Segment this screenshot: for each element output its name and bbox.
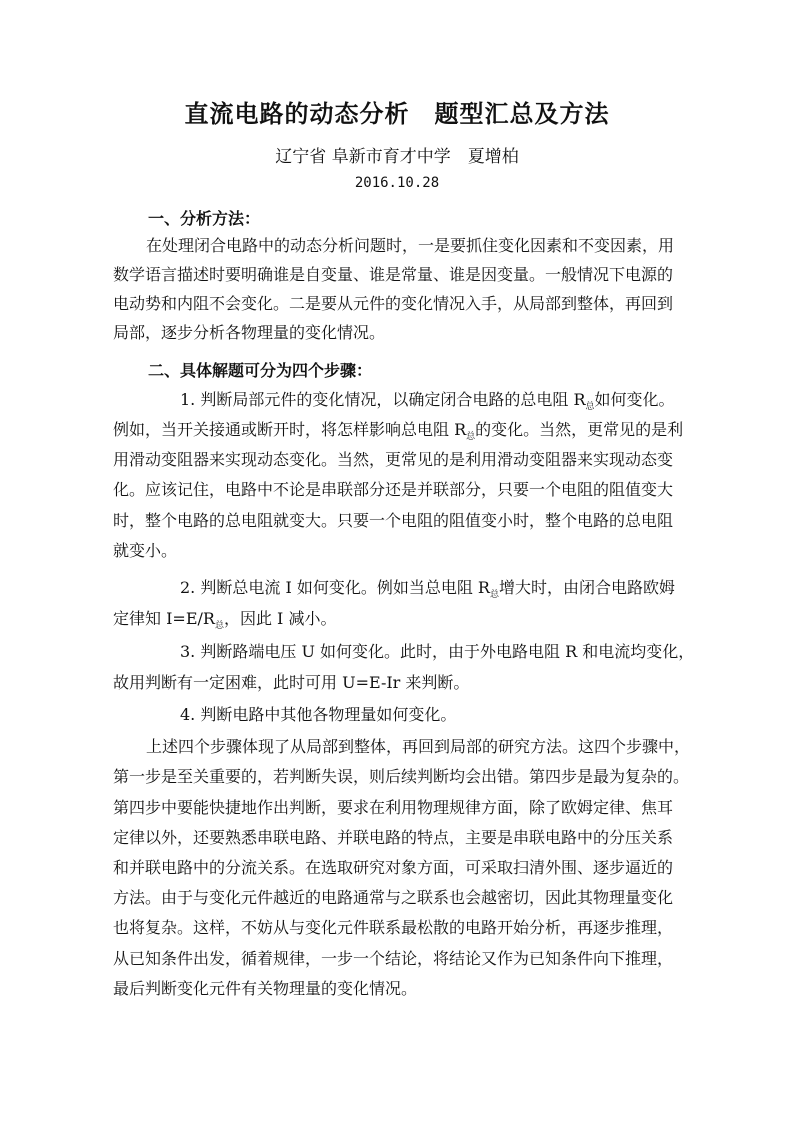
- step1-line: 用滑动变阻器来实现动态变化。当然，更常见的是利用滑动变阻器来实现动态变: [113, 450, 674, 469]
- step1-text: 的变化。当然，更常见的是利: [475, 420, 684, 439]
- step1-text: 如何变化。: [594, 390, 675, 409]
- paragraph-line: 在处理闭合电路中的动态分析问题时，一是要抓住变化因素和不变因素，用: [146, 236, 675, 255]
- step1-line: [113, 420, 683, 443]
- document-author: 辽宁省 阜新市育才中学 夏增柏: [275, 147, 519, 167]
- summary-line: 上述四个步骤体现了从局部到整体，再回到局部的研究方法。这四个步骤中，: [146, 737, 691, 756]
- step1-text: 例如，当开关接通或断开时，将怎样影响总电阻 R: [113, 420, 467, 439]
- summary-line: 第四步中要能快捷地作出判断，要求在利用物理规律方面，除了欧姆定律、焦耳: [113, 798, 674, 817]
- subscript-zong: 总: [585, 402, 595, 412]
- paragraph-line: 电动势和内阻不会变化。二是要从元件的变化情况入手，从局部到整体，再回到: [113, 294, 674, 313]
- summary-line: 和并联电路中的分流关系。在选取研究对象方面，可采取扫清外围、逐步逼近的: [113, 858, 674, 877]
- paragraph-line: 局部，逐步分析各物理量的变化情况。: [113, 323, 386, 342]
- paragraph-line: 数学语言描述时要明确谁是自变量、谁是常量、谁是因变量。一般情况下电源的: [113, 265, 674, 284]
- subscript-zong: 总: [214, 621, 224, 631]
- step1-line: 化。应该记住，电路中不论是串联部分还是并联部分，只要一个电阻的阻值变大: [113, 480, 674, 499]
- step2-text: 定律知 I=E/R: [113, 609, 215, 628]
- step2-text: 2. 判断总电流 I 如何变化。例如当总电阻 R: [180, 578, 490, 597]
- section2-heading: 二、具体解题可分为四个步骤：: [148, 361, 373, 380]
- step3-line: 故用判断有一定困难，此时可用 U=E-Ir 来判断。: [113, 673, 470, 692]
- step4-line: 4. 判断电路中其他各物理量如何变化。: [180, 705, 457, 724]
- step2-text: 增大时，由闭合电路欧姆: [499, 578, 676, 597]
- subscript-zong: 总: [489, 590, 499, 600]
- step1-text: 1. 判断局部元件的变化情况，以确定闭合电路的总电阻 R: [180, 390, 586, 409]
- summary-line: 第一步是至关重要的，若判断失误，则后续判断均会出错。第四步是最为复杂的。: [113, 767, 690, 786]
- subscript-zong: 总: [466, 432, 476, 442]
- step2-line: [113, 609, 336, 632]
- step2-text: ，因此 I 减小。: [223, 609, 337, 628]
- summary-line: 定律以外，还要熟悉串联电路、并联电路的特点，主要是串联电路中的分压关系: [113, 828, 674, 847]
- summary-line: 最后判断变化元件有关物理量的变化情况。: [113, 979, 418, 998]
- summary-line: 从已知条件出发，循着规律，一步一个结论，将结论又作为已知条件向下推理，: [113, 949, 674, 968]
- summary-line: 方法。由于与变化元件越近的电路通常与之联系也会越密切，因此其物理量变化: [113, 888, 674, 907]
- step3-line: 3. 判断路端电压 U 如何变化。此时，由于外电路电阻 R 和电流均变化，: [180, 642, 695, 661]
- document-date: 2016.10.28: [354, 175, 440, 191]
- step1-line: [180, 390, 675, 413]
- summary-line: 也将复杂。这样，不妨从与变化元件联系最松散的电路开始分析，再逐步推理，: [113, 918, 674, 937]
- document-title: 直流电路的动态分析 题型汇总及方法: [184, 99, 610, 128]
- step1-line: 就变小。: [113, 541, 178, 560]
- step2-line: [180, 578, 675, 601]
- step1-line: 时，整个电路的总电阻就变大。只要一个电阻的阻值变小时，整个电路的总电阻: [113, 511, 674, 530]
- section1-heading: 一、分析方法：: [148, 209, 261, 228]
